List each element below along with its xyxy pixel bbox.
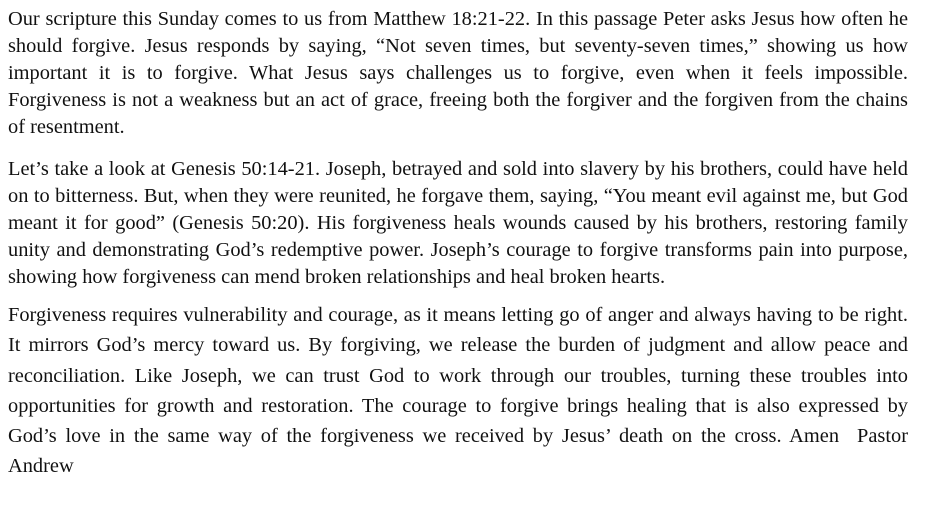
paragraph-forgiveness (8, 300, 908, 482)
paragraph-genesis: Let’s take a look at Genesis 50:14-21. Joseph, betrayed and sold into slavery by his brothers, could have held on to bitterness. But, when they were reunited, he forgave them, saying, “You meant evil against me, but God meant it for good” (Genesis 50:20). His forgiveness heals wounds caused by his brothers, restoring family unity and demonstrating God’s redemptive power. Joseph’s courage to forgive transforms pain into purpose, showing how forgiveness can mend broken relationships and heal broken hearts. (8, 158, 908, 288)
paragraph-matthew: Our scripture this Sunday comes to us from Matthew 18:21-22. In this passage Peter asks Jesus how often he should forgive. Jesus responds by saying, “Not seven times, but seventy-seven times,” showing us how important it is to forgive. What Jesus says challenges us to forgive, even when it feels impossible. Forgiveness is not a weakness but an act of grace, freeing both the forgiver and the forgiven from the chains of resentment. (8, 8, 908, 138)
closing-paragraph-text: Forgiveness requires vulnerability and courage, as it means letting go of anger and always having to be right. It mirrors God’s mercy toward us. By forgiving, we release the burden of judgment and allow peace and reconciliation. Like Joseph, we can trust God to work through our troubles, turning these troubles into opportunities for growth and restoration. The courage to forgive brings healing that is also expressed by God’s love in the same way of the forgiveness we received by Jesus’ death on the cross. Amen (8, 304, 908, 448)
sermon-document (8, 6, 908, 482)
signature: Pastor Andrew (8, 425, 908, 478)
